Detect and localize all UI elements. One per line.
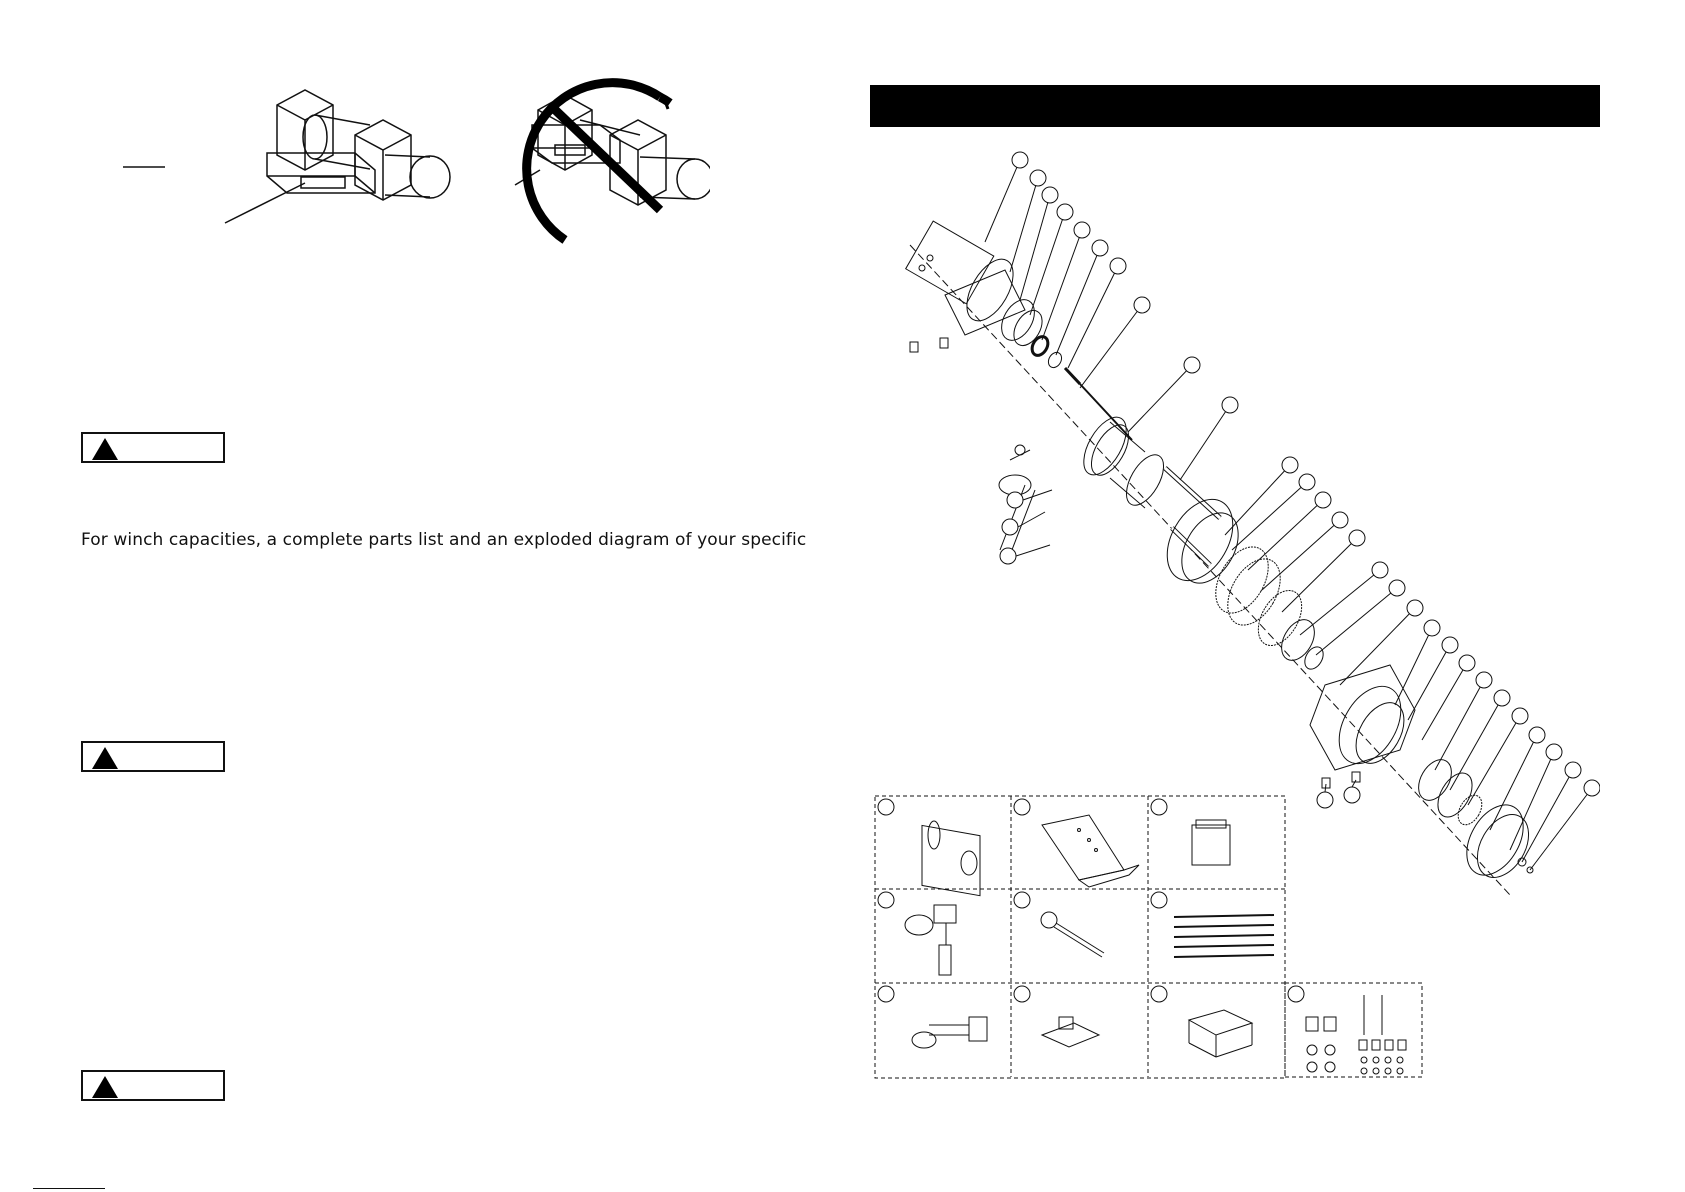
- relay-part: [1042, 1017, 1099, 1047]
- solenoid-part: [1192, 820, 1230, 865]
- accessory-parts-grid: [874, 795, 1424, 1080]
- end-cap-part: [1455, 795, 1539, 886]
- warning-triangle-icon: [91, 746, 119, 770]
- mounting-plate-part: [1042, 815, 1139, 887]
- drum-part: [1075, 410, 1171, 511]
- hook-part: [1041, 912, 1104, 957]
- gear-housing-part: [1154, 488, 1327, 672]
- hardware-kit-part: [1306, 995, 1406, 1074]
- section-header-bar: [870, 85, 1600, 127]
- end-housing-part: [1310, 665, 1415, 774]
- body-text-paragraph: For winch capacities, a complete parts list and an exploded diagram of your specific: [81, 530, 807, 550]
- motor-part: [906, 221, 1025, 335]
- warning-triangle-icon: [91, 437, 119, 461]
- remote-switch-part: [905, 905, 956, 975]
- warning-box-3: [81, 1070, 225, 1101]
- warning-triangle-icon: [91, 1075, 119, 1099]
- winch-mount-incorrect-illustration: [510, 75, 710, 250]
- fairlead-part: [922, 821, 980, 896]
- control-box-part: [1189, 1010, 1252, 1057]
- page-footer-rule: [33, 1188, 105, 1189]
- winch-mount-correct-illustration: [115, 85, 455, 230]
- warning-box-2: [81, 741, 225, 772]
- handheld-remote-part: [912, 1017, 987, 1048]
- warning-box-1: [81, 432, 225, 463]
- cables-part: [1174, 915, 1274, 957]
